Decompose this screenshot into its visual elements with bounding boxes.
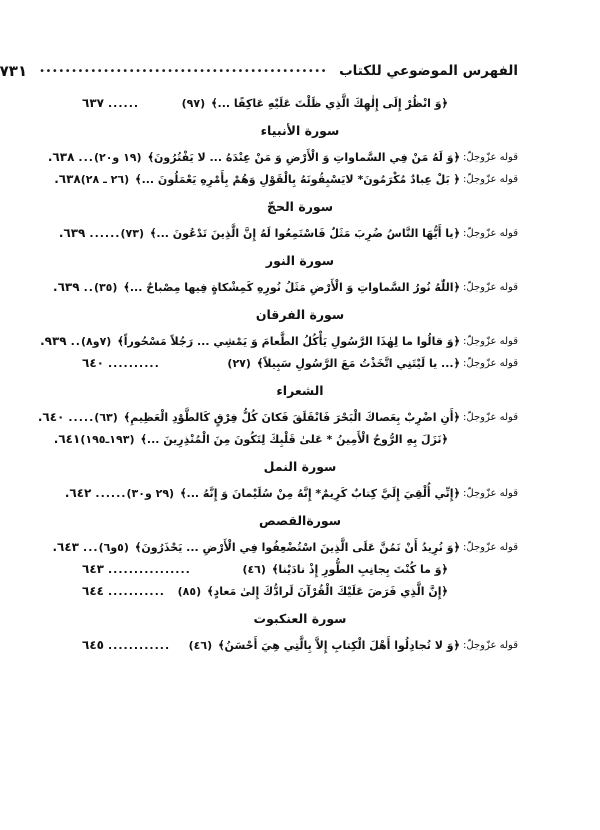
entry-intro: قوله عزّوجلّ: [463,151,518,163]
verse-text: ﴿إِنَّ الَّذِي فَرَضَ عَلَيْكَ الْقُرْآنَ لَرادُّكَ إِلىٰ مَعادٍ﴾ [207,584,448,598]
dot-leader: ..... [68,410,95,424]
entry-intro: قوله عزّوجلّ: [463,639,518,651]
page-reference: ٦٣٧ [82,96,104,110]
verse-reference: (٧٣) [120,226,144,240]
page-number: ٧٣١ [0,62,28,80]
verse-text: ﴿وَ ما كُنْتَ بِجانِبِ الطُّورِ إِذْ نادَيْنا﴾ [271,562,448,576]
verse-text: ﴿وَ لَهُ مَنْ فِي السَّماواتِ وَ الْأَرْضِ وَ مَنْ عِنْدَهُ ... لا يَفْتُرُونَ﴾ [147,150,461,164]
index-entry [53,276,518,298]
entry-page-group [82,584,165,598]
dot-leader: .......... [107,356,160,370]
index-entry [82,352,518,374]
page-reference: ٩٣٩. [40,334,67,348]
index-entry [53,428,518,450]
index-entry [64,482,518,504]
index-entry [82,558,518,580]
index-entry [82,634,518,656]
surah-heading: سورة النور [265,253,335,268]
verse-reference: (٦٣) [94,410,118,424]
entry-page-group [38,410,94,424]
index-content [37,92,518,656]
entry-text [242,563,448,576]
page-reference: ٦٣٨. [47,150,75,164]
entry-text [81,335,518,348]
entry-intro: قوله عزّوجلّ: [463,173,518,185]
entry-page-group [82,356,160,370]
index-entry [52,536,518,558]
entry-intro: قوله عزّوجلّ: [463,487,518,499]
index-entry [54,168,518,190]
entry-text [99,541,518,554]
index-entry [58,222,518,244]
verse-reference: (٨٥) [177,584,202,598]
verse-text: ﴿... يا لَيْتَنِي اتَّخَذْتُ مَعَ الرَّسُولِ سَبِيلاً﴾ [256,356,461,370]
page-reference: ٦٤٠. [37,410,65,424]
surah-heading: سورة الأنبياء [260,123,340,138]
page-reference: ٦٤٣ [82,562,104,576]
page-reference: ٦٣٨. [54,172,81,186]
index-entry [82,92,518,114]
verse-text: ﴿وَ قالُوا ما لِهٰذَا الرَّسُولِ يَأْكُلُ الطَّعامَ وَ يَمْشِي ... رَجُلاً مَسْحُوراً﴾ [117,334,461,348]
entry-page-group [53,280,94,294]
page-reference: ٦٤٤ [82,584,104,598]
dot-leader: .. [70,334,81,348]
verse-text: ﴿نَزَلَ بِهِ الرُّوحُ الْأَمِينُ * عَلىٰ قَلْبِكَ لِتَكُونَ مِنَ الْمُنْذِرِينَ ...﴾ [140,432,448,446]
header-title: الفهرس الموضوعي للكتاب [339,63,518,79]
verse-reference: (١٩٣ـ١٩٥) [80,432,135,446]
entry-page-group [54,432,81,446]
page-reference: ٦٣٩. [53,280,80,294]
surah-heading: سورة الحجّ [266,199,334,214]
dot-leader: ... [78,150,94,164]
surah-heading: سورة النمل [263,459,337,474]
entry-page-group [59,226,121,240]
dot-leader: ...... [107,96,140,110]
verse-reference: (٢٧) [227,356,251,370]
page-header [0,58,518,84]
entry-text [227,357,518,370]
verse-text: ﴿يا أَيُّهَا النَّاسُ ضُرِبَ مَثَلٌ فَاسْتَمِعُوا لَهُ إِنَّ الَّذِينَ تَدْعُونَ ...﴾ [149,226,461,240]
entry-intro: قوله عزّوجلّ: [463,281,518,293]
entry-intro: قوله عزّوجلّ: [463,335,518,347]
entry-intro: قوله عزّوجلّ: [463,357,518,369]
dot-leader: ...... [95,486,127,500]
verse-reference: (٩٧) [181,96,206,110]
page-reference: ٦٤٥ [82,638,104,652]
verse-text: ﴿اللّٰهُ نُورُ السَّماواتِ وَ الْأَرْضِ مَثَلُ نُورِهِ كَمِشْكاةٍ فِيها مِصْباحٌ ...﴾ [123,280,461,294]
index-entry [47,146,518,168]
index-entry [40,330,518,352]
entry-text [126,487,518,500]
entry-text [94,411,518,424]
verse-text: ﴿وَ نُرِيدُ أَنْ نَمُنَّ عَلَى الَّذِينَ اسْتُضْعِفُوا فِي الْأَرْضِ ... يَحْذَرُونَ﴾ [134,540,461,554]
verse-reference: (٤٦) [188,638,213,652]
verse-reference: (٢٦ ـ ٢٨) [80,172,130,186]
verse-text: ﴿أَنِ اضْرِبْ بِعَصاكَ الْبَحْرَ فَانْفَلَقَ فَكانَ كُلُّ فِرْقٍ كَالطَّوْدِ الْعَظِيمِ﴾ [123,410,461,424]
entry-intro: قوله عزّوجلّ: [463,541,518,553]
verse-reference: (٣٥) [93,280,118,294]
verse-reference: (٤٦) [242,562,266,576]
index-page [0,58,518,656]
surah-heading: سورة الفرقان [255,307,345,322]
index-entry [37,406,518,428]
verse-text: ﴿وَ انْظُرْ إِلَى إِلٰهِكَ الَّذِي ظَلْتَ عَلَيْهِ عَاكِفًا ...﴾ [211,96,448,110]
entry-text [182,97,448,110]
surah-heading: سورةالقصص [258,513,342,528]
page-reference: ٦٣٩. [58,226,86,240]
entry-page-group [82,638,170,652]
verse-text: ﴿وَ لا تُجادِلُوا أَهْلَ الْكِتابِ إِلاَّ بِالَّتِي هِيَ أَحْسَنُ﴾ [218,638,461,652]
verse-reference: (٧و٨) [80,334,112,348]
page-reference: ٦٤٢. [64,486,92,500]
entry-page-group [82,562,191,576]
entry-intro: قوله عزّوجلّ: [463,227,518,239]
dot-leader: .. [83,280,94,294]
entry-text [94,151,518,164]
verse-text: ﴿ بَلْ عِبادٌ مُكْرَمُونَ* لايَسْبِقُونَهُ بِالْقَوْلِ وَهُمْ بِأَمْرِهِ يَعْمَلُونَ ...﴾ [135,172,461,186]
verse-reference: (١٩ و٢٠) [93,150,142,164]
entry-page-group [48,150,94,164]
surah-heading: الشعراء [276,383,324,398]
entry-page-group [65,486,127,500]
verse-reference: (٥و٦) [98,540,129,554]
dot-leader: ................ [107,562,191,576]
entry-page-group [54,172,81,186]
page-reference: ٦٤١. [53,432,81,446]
entry-text [178,585,448,598]
entry-intro: قوله عزّوجلّ: [463,411,518,423]
entry-text [120,227,518,240]
entry-text [81,173,518,186]
header-separator: ••••••••••••••••••••••••••••••••••••••••••••• [39,65,328,77]
index-entry [82,580,518,602]
dot-leader: ...... [89,226,121,240]
dot-leader: ... [83,540,99,554]
verse-text: ﴿إِنِّي أُلْقِيَ إِلَيَّ كِتابٌ كَرِيمٌ* إِنَّهُ مِنْ سُلَيْمانَ وَ إِنَّهُ ...﴾ [180,486,461,500]
dot-leader: ............ [107,638,171,652]
verse-reference: (٢٩ و٣٠) [126,486,175,500]
entry-text [94,281,518,294]
entry-page-group [82,96,139,110]
dot-leader: ........... [107,584,165,598]
entry-text [80,433,448,446]
surah-heading: سورة العنكبوت [253,611,347,626]
entry-page-group [40,334,81,348]
page-reference: ٦٤٣. [52,540,80,554]
entry-text [189,639,518,652]
page-reference: ٦٤٠ [82,356,104,370]
entry-page-group [52,540,98,554]
